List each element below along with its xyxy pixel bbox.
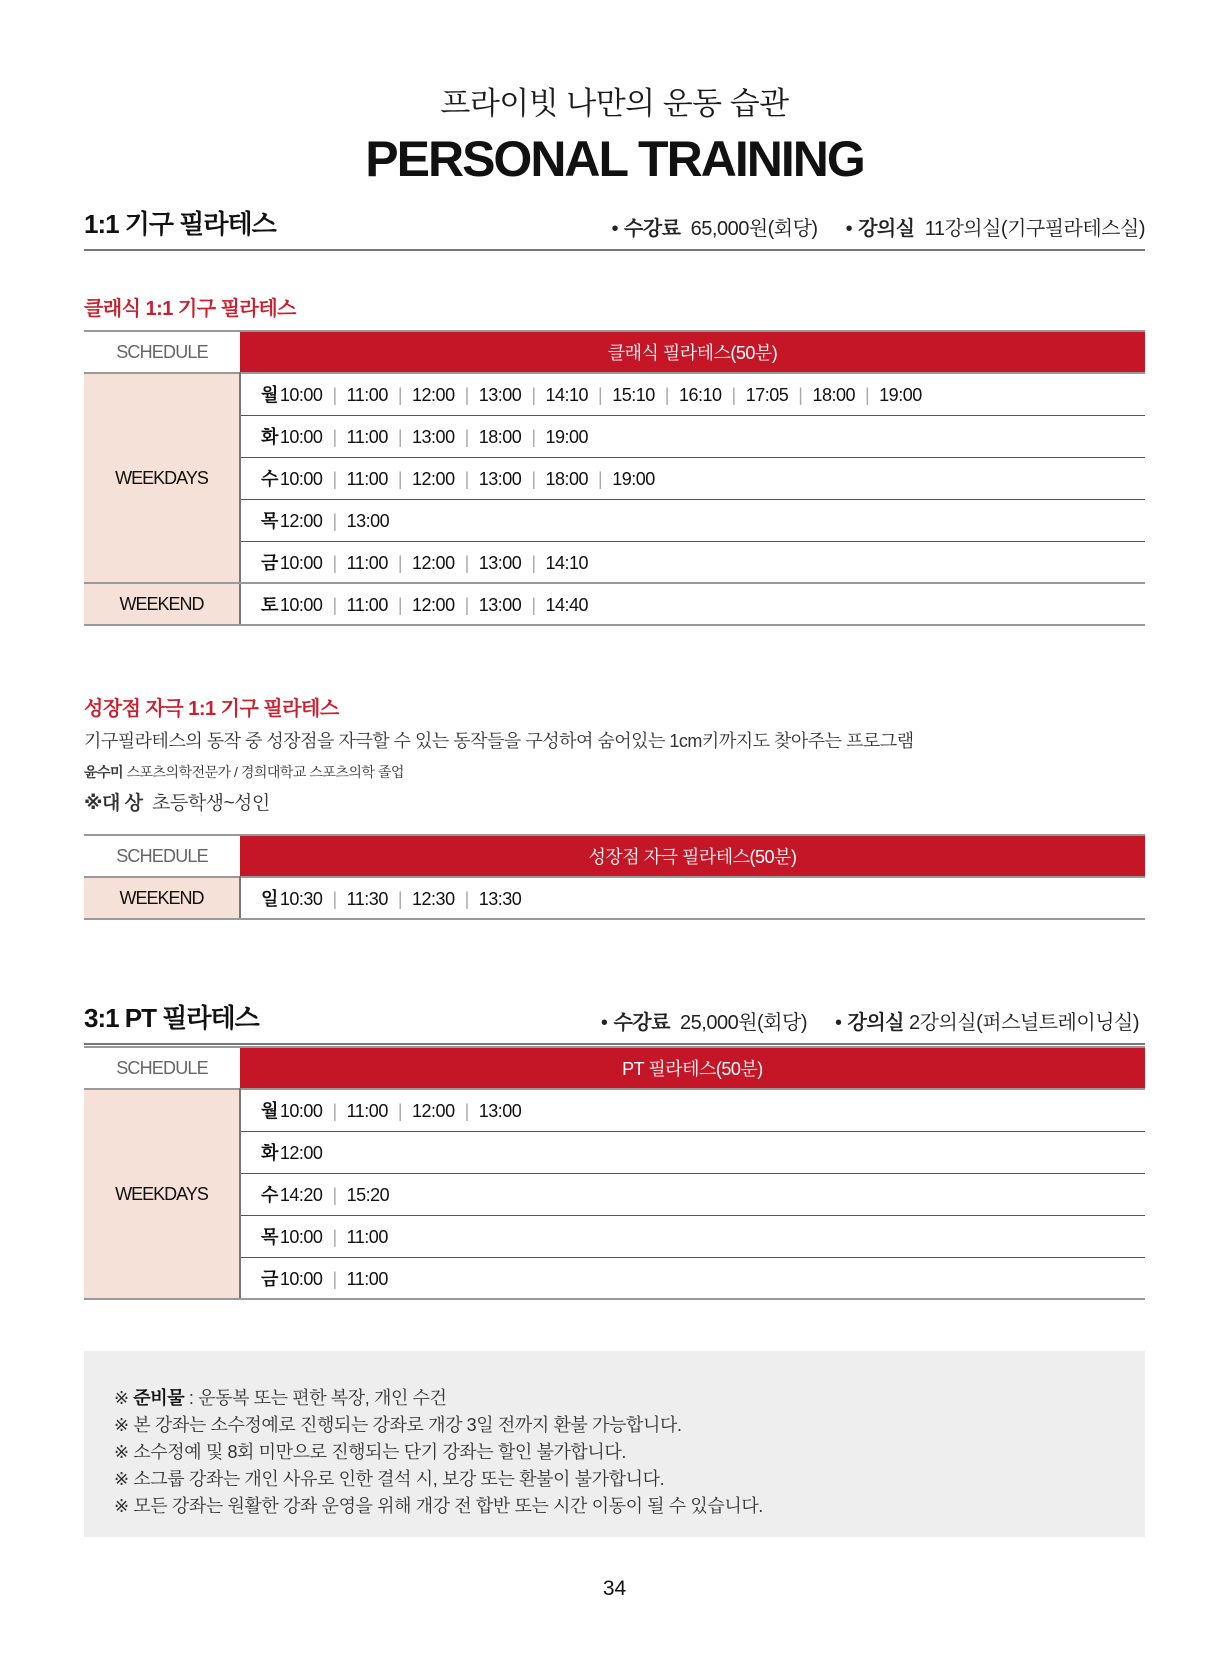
separator-icon: |: [598, 385, 603, 406]
note-text: 소그룹 강좌는 개인 사유로 인한 결석 시, 보강 또는 환불이 불가합니다.: [133, 1469, 665, 1489]
target-info: [84, 788, 270, 815]
schedule-body: [84, 1089, 1145, 1299]
time-slot: 14:10: [545, 385, 589, 406]
time-slot: 10:00: [279, 385, 323, 406]
separator-icon: |: [464, 427, 469, 447]
time-slot: 10:00: [279, 595, 323, 615]
separator-icon: |: [332, 427, 337, 447]
table-row: [84, 1131, 1145, 1173]
classic-subtitle: 클래식 1:1 기구 필라테스: [84, 298, 296, 320]
notes-box: [84, 1351, 1145, 1537]
separator-icon: |: [464, 1101, 469, 1122]
time-slots: [240, 499, 1145, 541]
time-slot: 18:00: [545, 469, 589, 489]
schedule-body: [84, 877, 1145, 919]
classic-schedule-table: [84, 330, 1145, 626]
time-slots: [240, 1173, 1145, 1215]
time-slot: 18:00: [478, 427, 522, 447]
time-slots: [240, 583, 1145, 625]
time-slot: 17:05: [745, 385, 789, 406]
table-row: [84, 373, 1145, 415]
separator-icon: |: [664, 385, 669, 406]
time-slots: [240, 457, 1145, 499]
separator-icon: |: [332, 889, 337, 909]
time-slot: 10:00: [279, 1268, 323, 1289]
time-slot: 10:00: [279, 1101, 323, 1122]
hero-header: [84, 84, 1145, 190]
time-slots: [240, 415, 1145, 457]
note-item: [114, 1385, 1145, 1412]
time-slots: [240, 1089, 1145, 1131]
time-slot: 12:30: [412, 889, 455, 909]
fee-label: 수강료: [624, 218, 681, 240]
time-slot: 13:00: [412, 427, 455, 447]
time-slots: [240, 541, 1145, 583]
separator-icon: |: [531, 385, 536, 406]
table-row: [84, 541, 1145, 583]
time-slot: 11:00: [346, 385, 388, 406]
hero-title: PERSONAL TRAINING: [365, 131, 864, 187]
fee-value: 25,000원(회당): [680, 1012, 807, 1034]
growth-subtitle: 성장점 자극 1:1 기구 필라테스: [84, 698, 339, 720]
time-slot: 19:00: [545, 427, 589, 447]
separator-icon: |: [397, 552, 403, 573]
time-slot: 15:20: [346, 1185, 390, 1205]
target-value: 초등학생~성인: [152, 793, 270, 814]
day-label: 일: [261, 889, 278, 909]
growth-schedule-table: [84, 834, 1145, 920]
room-label: 강의실: [847, 1012, 904, 1034]
hero-subtitle: 프라이빗 나만의 운동 습관: [440, 86, 789, 121]
separator-icon: |: [397, 595, 403, 615]
section-meta: [601, 1006, 1139, 1035]
separator-icon: |: [798, 385, 803, 406]
note-item: [114, 1439, 1145, 1466]
separator-icon: |: [332, 511, 337, 531]
time-slot: 11:00: [346, 1101, 388, 1122]
time-slot: 12:00: [412, 469, 455, 489]
instructor-info: [84, 762, 404, 782]
day-label: 월: [261, 385, 278, 406]
separator-icon: |: [531, 595, 536, 615]
time-slot: 11:00: [346, 595, 388, 615]
time-slot: 13:00: [478, 552, 522, 573]
section-header-3on1: [84, 998, 1145, 1045]
reference-mark-icon: ※: [114, 1496, 129, 1516]
note-text: 소수정예 및 8회 미만으로 진행되는 단기 강좌는 할인 불가합니다.: [133, 1442, 627, 1462]
day-label: 목: [261, 1227, 278, 1247]
prep-label: 준비물: [133, 1388, 185, 1408]
separator-icon: |: [397, 1101, 403, 1122]
section-meta: [612, 212, 1145, 241]
table-row: [84, 877, 1145, 919]
day-label: 화: [261, 427, 278, 447]
separator-icon: |: [531, 469, 536, 489]
day-label: 수: [261, 1185, 278, 1205]
time-slot: 13:30: [478, 889, 522, 909]
time-slot: 14:10: [545, 552, 589, 573]
time-slot: 15:10: [612, 385, 655, 406]
program-header: PT 필라테스(50분): [240, 1047, 1145, 1089]
instructor-name: 윤수미: [84, 764, 124, 780]
separator-icon: |: [864, 385, 870, 406]
program-header: 성장점 자극 필라테스(50분): [240, 835, 1145, 877]
time-slots: [240, 1215, 1145, 1257]
table-row: [84, 1215, 1145, 1257]
day-label: 수: [261, 469, 278, 489]
schedule-body: [84, 373, 1145, 625]
time-slot: 18:00: [812, 385, 855, 406]
period-label: WEEKEND: [84, 583, 240, 625]
time-slots: [240, 373, 1145, 415]
time-slot: 14:40: [545, 595, 589, 615]
time-slot: 12:00: [412, 595, 455, 615]
time-slot: 13:00: [478, 469, 522, 489]
time-slot: 11:00: [346, 469, 388, 489]
table-row: [84, 1173, 1145, 1215]
separator-icon: |: [598, 469, 603, 489]
period-label: WEEKEND: [84, 877, 240, 919]
separator-icon: |: [332, 1227, 337, 1247]
separator-icon: |: [332, 552, 337, 573]
room-value: 2강의실(퍼스널트레이닝실): [909, 1012, 1139, 1034]
time-slot: 13:00: [478, 385, 522, 406]
time-slot: 12:00: [279, 1143, 323, 1163]
bullet-icon: •: [834, 1012, 842, 1034]
day-label: 월: [261, 1101, 278, 1122]
time-slot: 12:00: [412, 385, 455, 406]
separator-icon: |: [464, 595, 469, 615]
separator-icon: |: [464, 552, 469, 573]
time-slot: 11:00: [346, 1268, 388, 1289]
section-title: 3:1 PT 필라테스: [84, 1003, 259, 1033]
growth-description: 기구필라테스의 동작 중 성장점을 자극할 수 있는 동작들을 구성하여 숨어있는 1cm키까지도 찾아주는 프로그램: [84, 731, 914, 751]
time-slot: 13:00: [478, 1101, 522, 1122]
time-slot: 13:00: [346, 511, 390, 531]
bullet-icon: •: [611, 218, 619, 240]
fee-info: [612, 212, 818, 241]
room-info: [846, 212, 1145, 241]
note-item: [114, 1493, 1145, 1520]
separator-icon: |: [731, 385, 736, 406]
prep-value: : 운동복 또는 편한 복장, 개인 수건: [188, 1388, 447, 1408]
target-label: ※대 상: [84, 793, 143, 814]
day-label: 금: [261, 1268, 278, 1289]
note-text: 모든 강좌는 원활한 강좌 운영을 위해 개강 전 합반 또는 시간 이동이 될 수 있습니다.: [133, 1496, 763, 1516]
separator-icon: |: [332, 595, 337, 615]
reference-mark-icon: ※: [114, 1388, 129, 1408]
room-info: [835, 1006, 1139, 1035]
table-row: [84, 457, 1145, 499]
reference-mark-icon: ※: [114, 1469, 129, 1489]
separator-icon: |: [332, 469, 337, 489]
time-slot: 11:00: [346, 1227, 388, 1247]
separator-icon: |: [397, 427, 403, 447]
time-slot: 10:00: [279, 552, 323, 573]
bullet-icon: •: [845, 218, 853, 240]
separator-icon: |: [464, 469, 469, 489]
separator-icon: |: [332, 1185, 337, 1205]
table-row: [84, 1257, 1145, 1299]
day-label: 목: [261, 511, 278, 531]
note-item: [114, 1412, 1145, 1439]
day-label: 화: [261, 1143, 278, 1163]
table-row: [84, 499, 1145, 541]
time-slot: 10:00: [279, 1227, 323, 1247]
separator-icon: |: [332, 1101, 337, 1122]
time-slots: [240, 877, 1145, 919]
time-slot: 11:00: [346, 552, 388, 573]
separator-icon: |: [531, 427, 536, 447]
time-slot: 19:00: [612, 469, 655, 489]
period-label: WEEKDAYS: [84, 1089, 240, 1299]
day-label: 토: [261, 595, 278, 615]
time-slots: [240, 1131, 1145, 1173]
time-slot: 12:00: [412, 1101, 455, 1122]
note-item: [114, 1466, 1145, 1493]
period-label: WEEKDAYS: [84, 373, 240, 583]
time-slot: 16:10: [678, 385, 722, 406]
time-slot: 10:00: [279, 469, 323, 489]
section-title: 1:1 기구 필라테스: [84, 209, 276, 239]
note-text: 본 강좌는 소수정예로 진행되는 강좌로 개강 3일 전까지 환불 가능합니다.: [133, 1415, 682, 1435]
section-header-1on1: [84, 204, 1145, 251]
separator-icon: |: [397, 889, 403, 909]
time-slot: 13:00: [478, 595, 522, 615]
fee-value: 65,000원(회당): [690, 218, 818, 240]
instructor-credentials: 스포츠의학전문가 / 경희대학교 스포츠의학 졸업: [126, 764, 404, 780]
separator-icon: |: [464, 385, 469, 406]
separator-icon: |: [464, 889, 469, 909]
program-header: 클래식 필라테스(50분): [240, 331, 1145, 373]
time-slot: 11:00: [346, 427, 388, 447]
fee-info: [601, 1006, 807, 1035]
time-slot: 12:00: [279, 511, 323, 531]
fee-label: 수강료: [613, 1012, 670, 1034]
time-slot: 11:30: [346, 889, 388, 909]
separator-icon: |: [332, 1268, 337, 1289]
room-label: 강의실: [858, 218, 915, 240]
pt-schedule-table: [84, 1046, 1145, 1300]
time-slot: 10:00: [279, 427, 323, 447]
reference-mark-icon: ※: [114, 1415, 129, 1435]
time-slots: [240, 1257, 1145, 1299]
table-row: [84, 1089, 1145, 1131]
time-slot: 12:00: [412, 552, 455, 573]
table-row: [84, 415, 1145, 457]
time-slot: 10:30: [279, 889, 323, 909]
day-label: 금: [261, 552, 278, 573]
schedule-header: SCHEDULE: [84, 835, 240, 877]
schedule-header: SCHEDULE: [84, 1047, 240, 1089]
separator-icon: |: [397, 469, 403, 489]
schedule-header: SCHEDULE: [84, 331, 240, 373]
reference-mark-icon: ※: [114, 1442, 129, 1462]
table-row: [84, 583, 1145, 625]
room-value: 11강의실(기구필라테스실): [924, 218, 1145, 240]
bullet-icon: •: [600, 1012, 608, 1034]
separator-icon: |: [531, 552, 536, 573]
page-number: 34: [602, 1577, 627, 1600]
separator-icon: |: [332, 385, 337, 406]
time-slot: 14:20: [279, 1185, 323, 1205]
time-slot: 19:00: [879, 385, 922, 406]
separator-icon: |: [397, 385, 403, 406]
